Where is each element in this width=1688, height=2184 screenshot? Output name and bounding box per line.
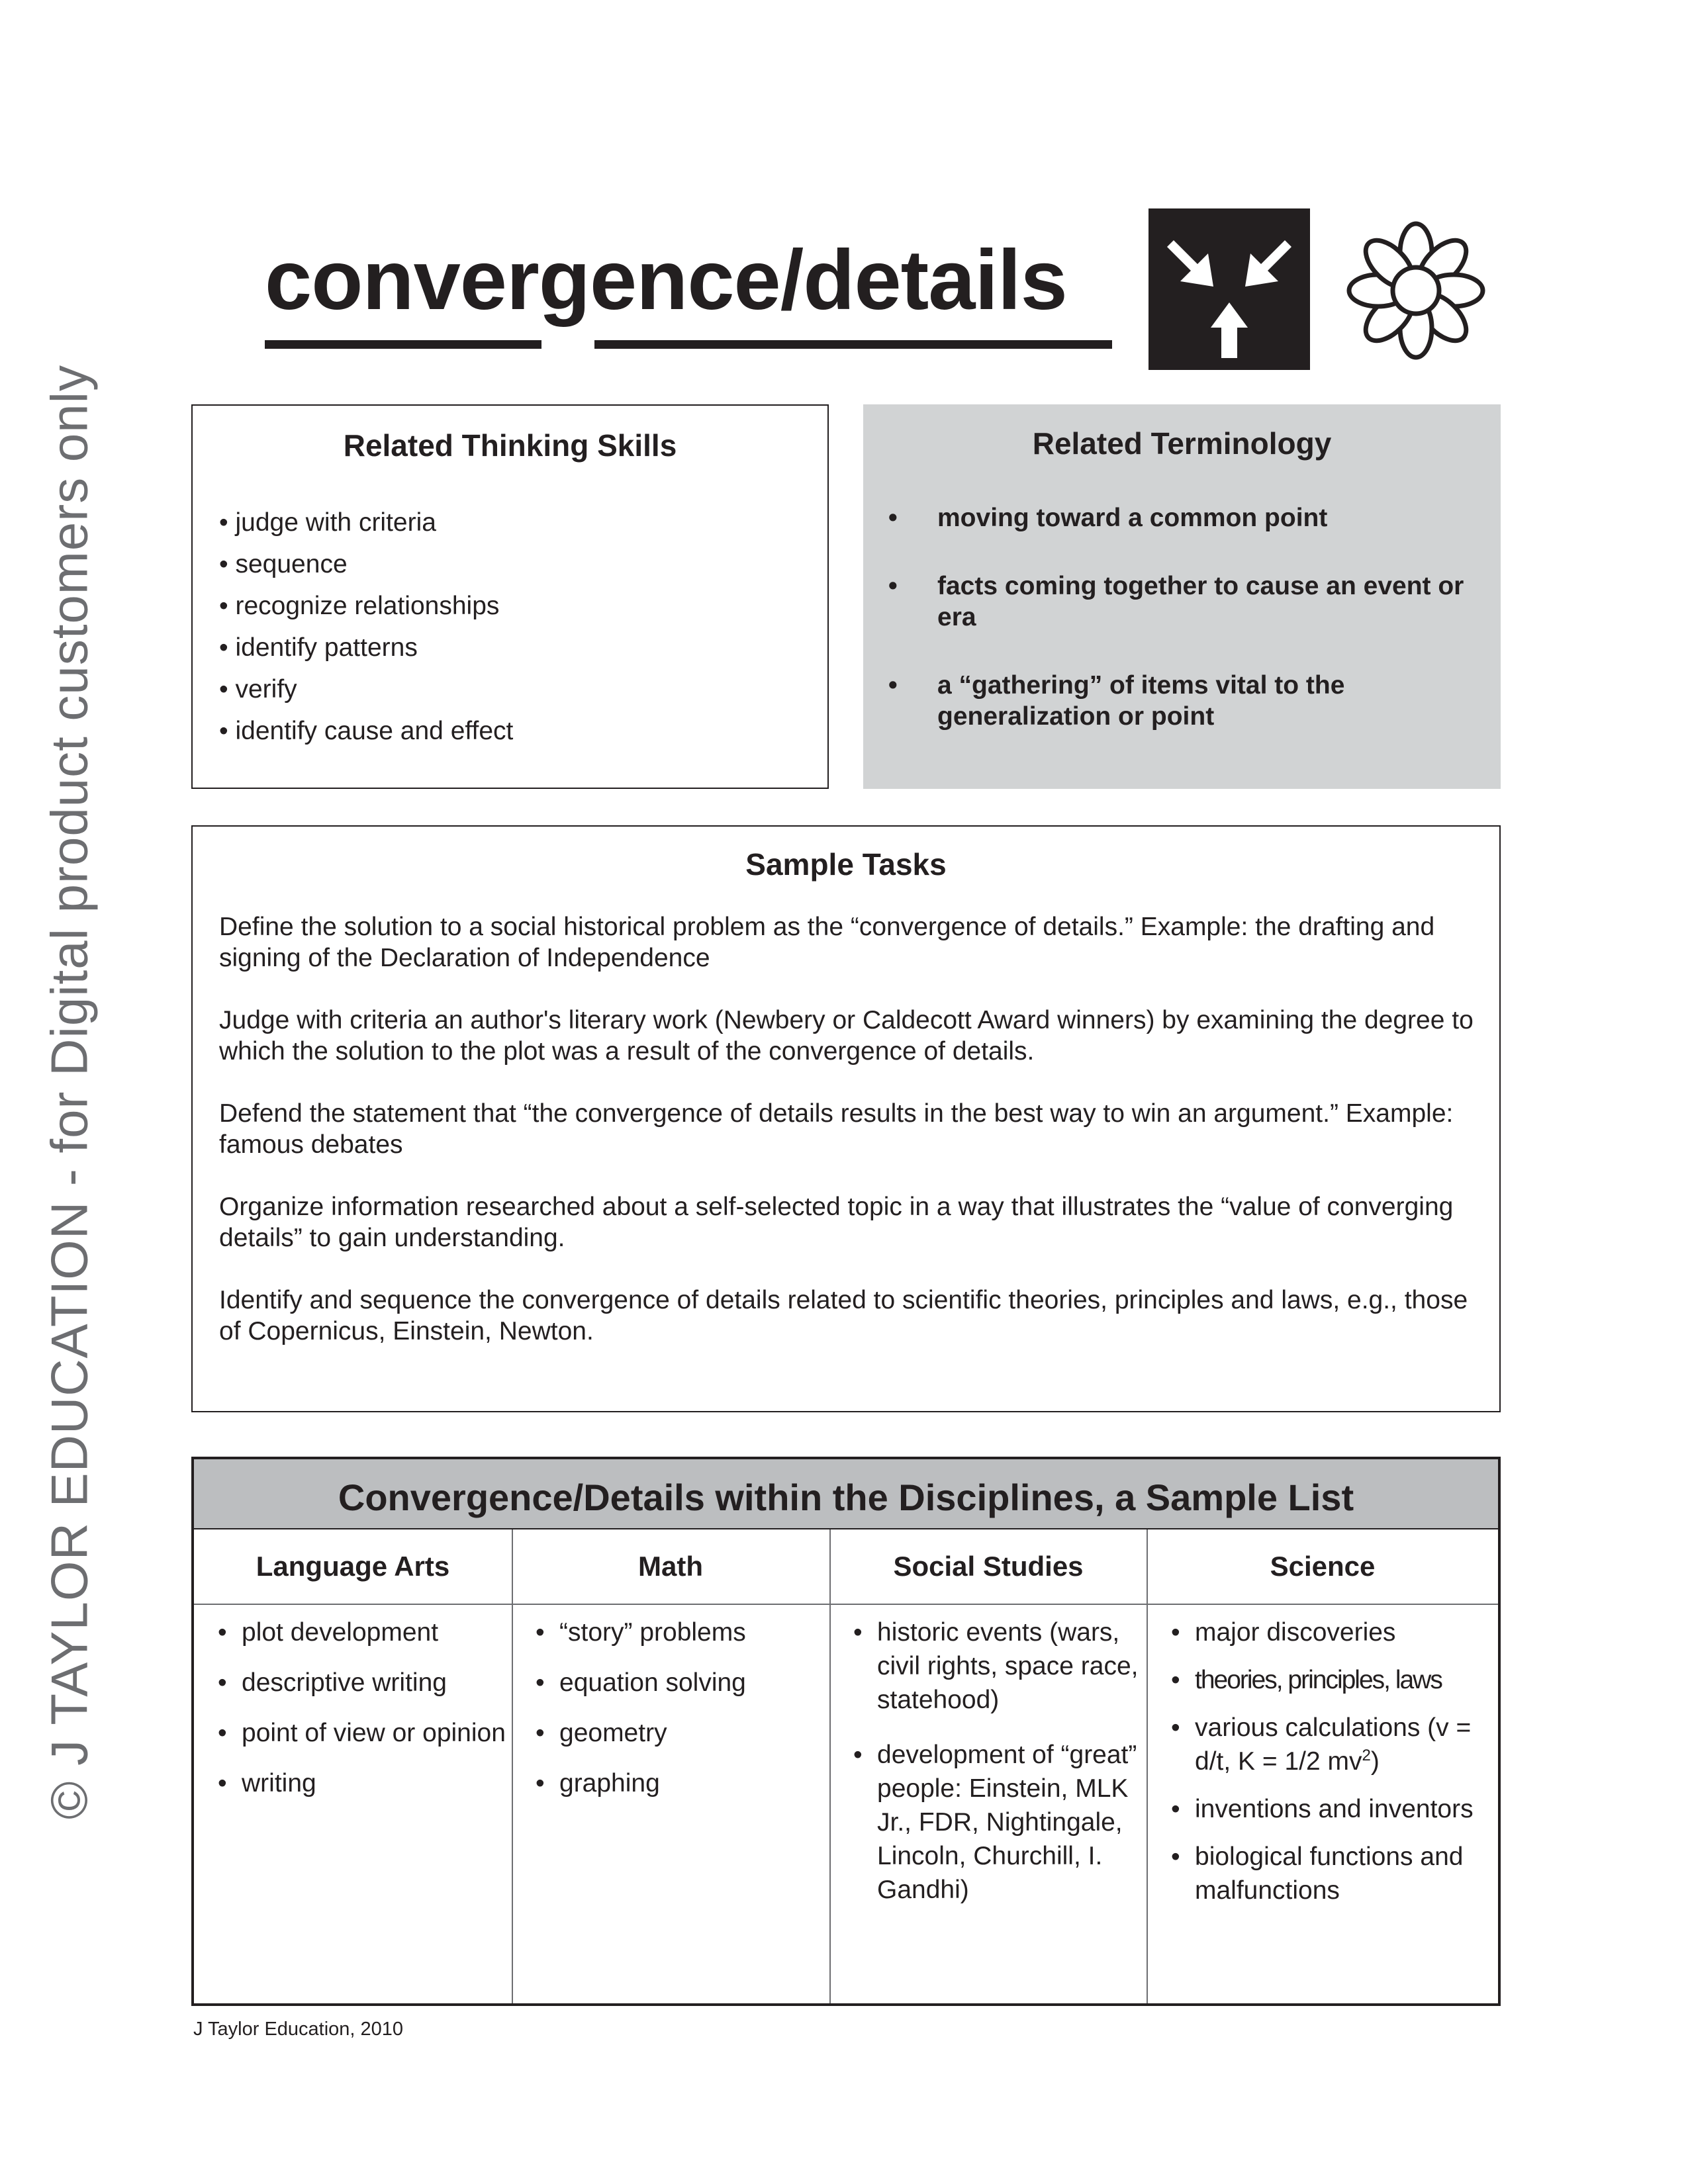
title-underline-left (265, 340, 541, 349)
social-studies-list (853, 1615, 1142, 1928)
list-item (218, 1766, 509, 1800)
item-text: writing (242, 1769, 316, 1797)
title-underline-right (594, 340, 1112, 349)
column-heading-language-arts: Language Arts (256, 1551, 450, 1582)
sample-tasks-heading: Sample Tasks (745, 847, 947, 882)
list-item (1171, 1663, 1476, 1697)
list-item (888, 502, 1471, 533)
math-list (536, 1615, 820, 1817)
list-item: • verify (219, 675, 297, 704)
list-item (536, 1666, 820, 1700)
item-text: inventions and inventors (1195, 1795, 1474, 1823)
bullet: • (888, 504, 898, 532)
item-text: descriptive writing (242, 1668, 447, 1697)
list-item (853, 1738, 1142, 1907)
list-item: • recognize relationships (219, 592, 500, 620)
list-item (1171, 1840, 1476, 1907)
task-paragraph: Defend the statement that “the convergence of details results in the best way to win an argument.” Example: famous debates (219, 1099, 1454, 1159)
list-item (218, 1615, 509, 1649)
term-text: facts coming together to cause an event or era (937, 572, 1464, 631)
list-item (1171, 1711, 1476, 1778)
bullet: • (536, 1769, 545, 1797)
bullet: • (888, 671, 898, 700)
bullet: • (1171, 1795, 1180, 1823)
item-text: point of view or opinion (242, 1719, 506, 1747)
sample-tasks-box (191, 825, 1501, 1412)
item-text: various calculations (v = d/t, K = 1/2 mv (1195, 1713, 1472, 1776)
bullet: • (853, 1741, 863, 1769)
list-item (536, 1615, 820, 1649)
item-text: historic events (wars, civil rights, space race, statehood) (877, 1618, 1139, 1714)
bullet: • (218, 1668, 227, 1697)
disciplines-title: Convergence/Details within the Disciplines, a Sample List (194, 1459, 1498, 1529)
related-terminology-box (863, 404, 1501, 789)
bullet: • (218, 1719, 227, 1747)
list-item (536, 1716, 820, 1750)
list-item (218, 1666, 509, 1700)
bullet: • (853, 1618, 863, 1647)
list-item (888, 570, 1471, 633)
bullet: • (536, 1668, 545, 1697)
item-text: equation solving (559, 1668, 746, 1697)
terminology-heading: Related Terminology (1032, 426, 1332, 461)
page-title: convergence/details (265, 233, 1067, 328)
task-paragraph: Organize information researched about a self-selected topic in a way that illustrates the “value of converging details” to gain understanding. (219, 1193, 1454, 1252)
language-arts-list (218, 1615, 509, 1817)
list-item (1171, 1615, 1476, 1649)
column-heading-social-studies: Social Studies (893, 1551, 1084, 1582)
term-text: moving toward a common point (937, 504, 1328, 532)
bullet: • (1171, 1713, 1180, 1742)
bullet: • (1171, 1843, 1180, 1871)
footer-credit: J Taylor Education, 2010 (193, 2019, 404, 2040)
item-text: theories, principles, laws (1195, 1666, 1442, 1694)
science-list (1171, 1615, 1476, 1921)
list-item: • judge with criteria (219, 508, 436, 537)
bullet: • (536, 1719, 545, 1747)
copyright-watermark: © J TAYLOR EDUCATION - for Digital product customers only (40, 365, 99, 1819)
term-text: a “gathering” of items vital to the generalization or point (937, 671, 1345, 731)
bullet: • (536, 1618, 545, 1647)
list-item: • sequence (219, 550, 348, 578)
item-text: plot development (242, 1618, 439, 1647)
thinking-skills-heading: Related Thinking Skills (343, 428, 677, 463)
list-item (888, 670, 1471, 732)
item-text: development of “great” people: Einstein, MLK Jr., FDR, Nightingale, Lincoln, Churchill, I. Gandhi) (877, 1741, 1137, 1904)
item-text: biological functions and malfunctions (1195, 1843, 1464, 1905)
item-text: “story” problems (559, 1618, 746, 1647)
bullet: • (888, 572, 898, 600)
item-text: geometry (559, 1719, 667, 1747)
list-item (853, 1615, 1142, 1717)
bullet: • (1171, 1666, 1180, 1694)
list-item: • identify cause and effect (219, 717, 514, 745)
task-paragraph: Identify and sequence the convergence of details related to scientific theories, principles and laws, e.g., those of Copernicus, Einstein, Newton. (219, 1286, 1468, 1345)
closing-paren: ) (1370, 1747, 1380, 1776)
bullet: • (218, 1618, 227, 1647)
list-item (1171, 1792, 1476, 1826)
list-item (218, 1716, 509, 1750)
bullet: • (218, 1769, 227, 1797)
bullet: • (1171, 1618, 1180, 1647)
task-paragraph: Define the solution to a social historical problem as the “convergence of details.” Example: the drafting and signing of the Declaration of Independence (219, 913, 1435, 972)
column-heading-math: Math (638, 1551, 703, 1582)
item-text: major discoveries (1195, 1618, 1396, 1647)
disciplines-table (191, 1457, 1501, 2006)
superscript-2: 2 (1362, 1747, 1371, 1764)
related-thinking-skills-box (191, 404, 829, 789)
terminology-list (888, 502, 1471, 769)
daisy-flower-icon (1336, 210, 1496, 371)
task-paragraph: Judge with criteria an author's literary work (Newbery or Caldecott Award winners) by examining the degree to which the solution to the plot was a result of the convergence of details. (219, 1006, 1474, 1066)
thinking-skills-list (219, 502, 513, 752)
sample-tasks-body (219, 911, 1479, 1378)
column-heading-science: Science (1270, 1551, 1376, 1582)
list-item (536, 1766, 820, 1800)
converging-arrows-icon (1149, 208, 1310, 370)
list-item: • identify patterns (219, 633, 418, 662)
item-text: graphing (559, 1769, 660, 1797)
